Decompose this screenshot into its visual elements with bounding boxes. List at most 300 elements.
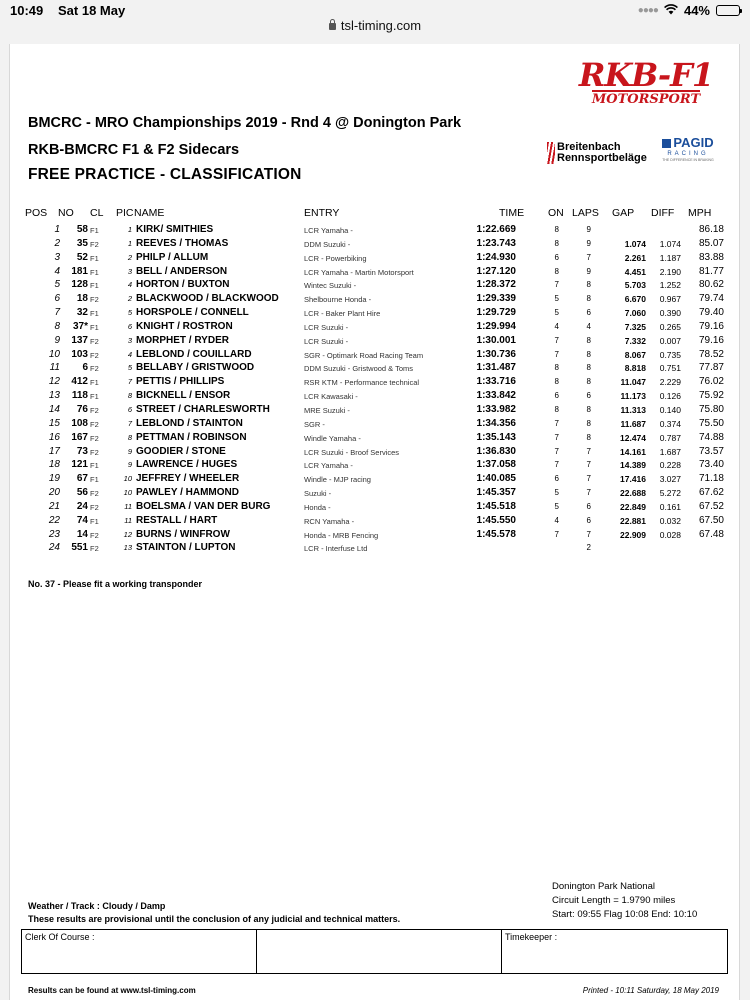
cell-entry: LCR - Powerbiking [304, 253, 367, 263]
cell-laps: 2 [586, 543, 591, 553]
cell-on: 6 [554, 252, 559, 262]
cell-on: 7 [554, 432, 559, 442]
cell-mph: 75.50 [698, 417, 724, 429]
cell-no: 412 [71, 376, 88, 388]
cell-time: 1:35.143 [476, 431, 516, 443]
table-row [10, 252, 741, 266]
lock-icon [329, 23, 336, 30]
cell-mph: 73.40 [698, 459, 724, 471]
logo-main: RKB-F1 [578, 56, 714, 94]
cell-no: 37* [72, 320, 88, 332]
pagid-tagline: THE DIFFERENCE IN BRAKING [662, 158, 714, 162]
session-times: Start: 09:55 Flag 10:08 End: 10:10 [552, 909, 698, 920]
cell-name: BOELSMA / VAN DER BURG [136, 500, 271, 512]
cell-entry: SGR - Optimark Road Racing Team [304, 350, 424, 360]
cell-laps: 6 [586, 501, 591, 511]
cell-diff: 3.027 [659, 474, 681, 485]
cell-diff: 0.140 [659, 404, 681, 415]
cell-laps: 7 [586, 460, 591, 470]
cell-diff: 0.265 [659, 321, 681, 332]
cell-no: 24 [76, 500, 88, 512]
table-row [10, 224, 741, 238]
address-bar[interactable] [0, 18, 750, 40]
cell-diff: 5.272 [659, 488, 681, 499]
cell-name: MORPHET / RYDER [136, 334, 229, 346]
cell-pos: 13 [48, 390, 60, 402]
cell-on: 7 [554, 529, 559, 539]
cell-cl: F2 [90, 489, 99, 499]
cell-time: 1:33.982 [476, 403, 516, 415]
col-cl: CL [90, 207, 104, 219]
cell-time: 1:30.001 [476, 334, 516, 346]
cell-gap: 1.074 [624, 238, 646, 249]
cell-on: 6 [554, 391, 559, 401]
cell-diff: 1.687 [659, 446, 681, 457]
cell-pos: 20 [48, 487, 60, 499]
cell-no: 121 [71, 459, 88, 471]
cell-name: BLACKWOOD / BLACKWOOD [136, 293, 279, 305]
table-row [10, 487, 741, 501]
cell-pos: 19 [48, 473, 60, 485]
cell-name: JEFFREY / WHEELER [136, 473, 240, 485]
cell-laps: 8 [586, 335, 591, 345]
col-pic: PIC [116, 207, 134, 219]
cell-mph: 76.02 [698, 376, 724, 388]
cell-pos: 7 [54, 307, 60, 319]
cell-pic: 1 [127, 238, 132, 248]
cell-diff: 1.252 [659, 280, 681, 291]
cell-pos: 14 [48, 403, 60, 415]
cell-on: 4 [554, 321, 559, 331]
cell-cl: F1 [90, 516, 99, 526]
status-indicators [638, 3, 740, 18]
table-row [10, 529, 741, 543]
results-table [10, 224, 741, 556]
cell-gap: 14.389 [620, 460, 646, 471]
cell-laps: 8 [586, 418, 591, 428]
cell-pos: 1 [54, 224, 60, 235]
cell-pos: 15 [48, 417, 60, 429]
cell-mph: 79.16 [698, 320, 724, 332]
cell-laps: 9 [586, 225, 591, 234]
cell-diff: 0.390 [659, 308, 681, 319]
cell-mph: 79.74 [698, 293, 724, 305]
cell-gap: 6.670 [624, 294, 646, 305]
battery-percent: 44% [683, 3, 710, 18]
cell-no: 35 [76, 237, 88, 249]
signal-dots-icon: ●●●● [637, 5, 658, 16]
cell-name: PHILP / ALLUM [136, 251, 209, 263]
cell-entry: MRE Suzuki - [304, 405, 350, 415]
cell-pic: 1 [127, 225, 132, 234]
cell-pos: 24 [48, 542, 60, 554]
cell-laps: 6 [586, 391, 591, 401]
col-entry: ENTRY [304, 207, 340, 219]
col-gap: GAP [612, 207, 635, 219]
cell-time: 1:45.518 [476, 500, 516, 512]
cell-cl: F2 [90, 502, 99, 512]
cell-name: LAWRENCE / HUGES [136, 459, 238, 471]
cell-cl: F2 [90, 447, 99, 457]
cell-pos: 6 [54, 293, 60, 305]
cell-cl: F2 [90, 544, 99, 554]
cell-name: RESTALL / HART [136, 514, 218, 526]
cell-gap: 7.332 [624, 335, 646, 346]
cell-pic: 9 [127, 446, 132, 456]
cell-cl: F2 [90, 405, 99, 415]
url-text: tsl-timing.com [340, 18, 422, 33]
cell-diff: 2.190 [659, 266, 681, 277]
cell-entry: LCR - Interfuse Ltd [304, 544, 368, 554]
cell-entry: DDM Suzuki - Gristwood & Toms [304, 364, 414, 374]
wifi-icon [664, 3, 678, 18]
table-header [10, 207, 741, 221]
cell-time: 1:24.930 [476, 251, 516, 263]
cell-gap: 14.161 [620, 446, 646, 457]
cell-laps: 4 [586, 321, 591, 331]
cell-mph: 67.48 [698, 528, 724, 540]
cell-on: 5 [554, 488, 559, 498]
cell-time: 1:29.729 [476, 307, 516, 319]
col-name: NAME [134, 207, 165, 219]
cell-no: 58 [76, 224, 88, 235]
cell-gap: 22.881 [620, 515, 646, 526]
timekeeper-box: Timekeeper : [501, 930, 727, 973]
cell-laps: 7 [586, 529, 591, 539]
cell-no: 32 [76, 307, 88, 319]
cell-laps: 6 [586, 308, 591, 318]
cell-name: PAWLEY / HAMMOND [136, 487, 239, 499]
cell-mph: 75.80 [698, 403, 724, 415]
cell-name: BURNS / WINFROW [136, 528, 230, 540]
cell-entry: RCN Yamaha - [304, 516, 355, 526]
blank-signature-box [256, 930, 501, 973]
cell-no: 128 [71, 279, 88, 291]
cell-mph: 83.88 [698, 251, 724, 263]
cell-gap: 2.261 [624, 252, 646, 263]
cell-pos: 18 [48, 459, 60, 471]
cell-pic: 7 [127, 418, 132, 428]
cell-mph: 85.07 [698, 237, 724, 249]
cell-cl: F2 [90, 295, 99, 305]
cell-gap: 22.849 [620, 501, 646, 512]
cell-cl: F2 [90, 239, 99, 249]
class-title: RKB-BMCRC F1 & F2 Sidecars [28, 142, 240, 158]
cell-laps: 8 [586, 294, 591, 304]
printed-timestamp: Printed - 10:11 Saturday, 18 May 2019 [582, 986, 719, 995]
cell-name: LEBLOND / STAINTON [136, 417, 243, 429]
cell-entry: LCR Suzuki - [304, 336, 349, 346]
circuit-name: Donington Park National [552, 881, 655, 892]
cell-time: 1:22.669 [476, 224, 516, 235]
cell-pic: 2 [127, 294, 132, 304]
cell-cl: F1 [90, 378, 99, 388]
results-document [9, 44, 740, 1000]
cell-entry: Suzuki - [304, 489, 332, 499]
table-row [10, 542, 741, 556]
sponsor-logos [547, 136, 717, 172]
date: Sat 18 May [58, 3, 126, 18]
table-row [10, 404, 741, 418]
cell-name: KIRK/ SMITHIES [136, 224, 214, 235]
cell-entry: SGR - [304, 419, 325, 429]
cell-entry: LCR Yamaha - Martin Motorsport [304, 267, 414, 277]
cell-diff: 0.735 [659, 349, 681, 360]
cell-pos: 10 [48, 348, 60, 360]
cell-entry: LCR Kawasaki - [304, 392, 358, 402]
table-row [10, 307, 741, 321]
cell-gap: 17.416 [620, 474, 646, 485]
cell-time: 1:33.716 [476, 376, 516, 388]
table-row [10, 279, 741, 293]
cell-gap: 5.703 [624, 280, 646, 291]
pagid-logo [659, 136, 717, 163]
cell-pic: 5 [127, 308, 132, 318]
cell-pic: 4 [127, 349, 132, 359]
cell-name: STAINTON / LUPTON [136, 542, 236, 554]
cell-cl: F1 [90, 461, 99, 471]
cell-no: 108 [71, 417, 88, 429]
cell-pos: 3 [54, 251, 60, 263]
cell-pos: 16 [48, 431, 60, 443]
circuit-info [552, 880, 697, 922]
cell-diff: 0.787 [659, 432, 681, 443]
cell-cl: F1 [90, 226, 99, 235]
cell-cl: F1 [90, 267, 99, 277]
cell-no: 56 [76, 487, 88, 499]
cell-entry: Windle Yamaha - [304, 433, 361, 443]
cell-no: 6 [82, 362, 88, 374]
cell-diff: 0.028 [659, 529, 681, 540]
breitenbach-line2: Rennsportbeläge [557, 152, 647, 164]
cell-diff: 1.074 [659, 238, 681, 249]
clock: 10:49 [10, 3, 44, 18]
cell-diff: 0.161 [659, 501, 681, 512]
cell-cl: F1 [90, 309, 99, 319]
table-row [10, 501, 741, 515]
cell-on: 7 [554, 349, 559, 359]
table-row [10, 349, 741, 363]
cell-name: BELL / ANDERSON [136, 265, 228, 277]
cell-name: KNIGHT / ROSTRON [136, 320, 233, 332]
cell-gap: 11.173 [620, 391, 646, 402]
cell-gap: 4.451 [624, 266, 646, 277]
cell-on: 5 [554, 308, 559, 318]
cell-pos: 5 [54, 279, 60, 291]
cell-mph: 77.87 [698, 362, 724, 374]
cell-no: 73 [76, 445, 88, 457]
cell-pos: 4 [54, 265, 60, 277]
cell-diff: 0.967 [659, 294, 681, 305]
cell-cl: F1 [90, 253, 99, 263]
cell-mph: 80.62 [698, 279, 724, 291]
cell-time: 1:28.372 [476, 279, 516, 291]
weather-conditions: Weather / Track : Cloudy / Damp [28, 901, 166, 911]
cell-on: 5 [554, 501, 559, 511]
rkb-f1-logo [571, 56, 721, 108]
cell-entry: Wintec Suzuki - [304, 281, 357, 291]
cell-pic: 8 [127, 432, 132, 442]
provisional-notice: These results are provisional until the conclusion of any judicial and technical matters. [28, 914, 401, 924]
cell-no: 137 [71, 334, 88, 346]
cell-pos: 17 [48, 445, 60, 457]
signoff-table [21, 929, 728, 974]
cell-time: 1:40.085 [476, 473, 516, 485]
session-title: FREE PRACTICE - CLASSIFICATION [28, 166, 302, 183]
cell-gap: 8.818 [624, 363, 646, 374]
transponder-note: No. 37 - Please fit a working transponder [28, 579, 203, 589]
cell-no: 74 [76, 514, 88, 526]
cell-on: 8 [554, 377, 559, 387]
battery-icon [716, 5, 740, 16]
breitenbach-stripes-icon [547, 142, 555, 164]
cell-time: 1:30.736 [476, 348, 516, 360]
cell-time: 1:29.339 [476, 293, 516, 305]
cell-time: 1:36.830 [476, 445, 516, 457]
col-laps: LAPS [572, 207, 599, 219]
cell-mph: 67.62 [698, 487, 724, 499]
breitenbach-line1: Breitenbach [557, 141, 621, 153]
cell-name: BICKNELL / ENSOR [136, 390, 231, 402]
cell-cl: F2 [90, 350, 99, 360]
table-row [10, 321, 741, 335]
cell-time: 1:45.357 [476, 487, 516, 499]
cell-pic: 8 [127, 391, 132, 401]
cell-diff: 0.228 [659, 460, 681, 471]
cell-entry: Honda - MRB Fencing [304, 530, 379, 540]
cell-no: 14 [76, 528, 88, 540]
cell-time: 1:34.356 [476, 417, 516, 429]
table-row [10, 473, 741, 487]
table-row [10, 390, 741, 404]
cell-pic: 5 [127, 363, 132, 373]
cell-mph: 78.52 [698, 348, 724, 360]
cell-entry: LCR Suzuki - Broof Services [304, 447, 400, 457]
cell-pic: 7 [127, 377, 132, 387]
table-row [10, 515, 741, 529]
cell-pic: 2 [127, 252, 132, 262]
cell-gap: 7.060 [624, 308, 646, 319]
cell-on: 8 [554, 363, 559, 373]
cell-time: 1:45.550 [476, 514, 516, 526]
cell-on: 5 [554, 294, 559, 304]
cell-cl: F1 [90, 322, 99, 332]
cell-cl: F1 [90, 392, 99, 402]
col-time: TIME [499, 207, 525, 219]
cell-laps: 7 [586, 474, 591, 484]
table-row [10, 376, 741, 390]
breitenbach-logo [547, 142, 647, 164]
circuit-length: Circuit Length = 1.9790 miles [552, 895, 676, 906]
cell-laps: 7 [586, 488, 591, 498]
cell-on: 7 [554, 418, 559, 428]
pagid-text: PAGID [673, 135, 714, 150]
table-row [10, 293, 741, 307]
cell-name: STREET / CHARLESWORTH [136, 403, 270, 415]
pagid-square-icon [662, 139, 671, 148]
cell-name: PETTIS / PHILLIPS [136, 376, 225, 388]
cell-on: 8 [554, 238, 559, 248]
cell-laps: 8 [586, 349, 591, 359]
cell-time: 1:27.120 [476, 265, 516, 277]
cell-laps: 9 [586, 266, 591, 276]
cell-no: 52 [76, 251, 88, 263]
cell-pic: 12 [123, 529, 132, 539]
cell-time: 1:37.058 [476, 459, 516, 471]
cell-cl: F2 [90, 419, 99, 429]
col-mph: MPH [688, 207, 712, 219]
cell-name: HORSPOLE / CONNELL [136, 307, 249, 319]
cell-entry: LCR Suzuki - [304, 322, 349, 332]
cell-pic: 13 [123, 543, 132, 553]
cell-pic: 3 [127, 266, 132, 276]
cell-gap: 11.313 [620, 404, 646, 415]
cell-on: 7 [554, 460, 559, 470]
cell-time: 1:33.842 [476, 390, 516, 402]
cell-gap: 12.474 [620, 432, 646, 443]
cell-pic: 10 [123, 488, 132, 498]
cell-entry: Shelbourne Honda - [304, 295, 372, 305]
cell-gap: 22.688 [620, 488, 646, 499]
cell-diff: 0.126 [659, 391, 681, 402]
cell-no: 167 [71, 431, 88, 443]
cell-no: 67 [76, 473, 88, 485]
cell-gap: 22.909 [620, 529, 646, 540]
cell-time: 1:31.487 [476, 362, 516, 374]
cell-gap: 11.687 [620, 418, 646, 429]
table-row [10, 418, 741, 432]
cell-entry: LCR Yamaha - [304, 226, 353, 235]
cell-gap: 7.325 [624, 321, 646, 332]
cell-laps: 6 [586, 515, 591, 525]
cell-cl: F2 [90, 364, 99, 374]
cell-pos: 9 [54, 334, 60, 346]
cell-name: LEBLOND / COUILLARD [136, 348, 252, 360]
cell-diff: 0.751 [659, 363, 681, 374]
results-url-note: Results can be found at www.tsl-timing.com [28, 986, 196, 995]
cell-no: 18 [76, 293, 88, 305]
pagid-racing: RACING [667, 151, 709, 157]
cell-mph: 79.40 [698, 307, 724, 319]
cell-on: 8 [554, 266, 559, 276]
cell-name: HORTON / BUXTON [136, 279, 230, 291]
cell-pic: 3 [127, 335, 132, 345]
cell-on: 6 [554, 474, 559, 484]
col-diff: DIFF [651, 207, 675, 219]
cell-entry: RSR KTM - Performance technical [304, 378, 420, 388]
cell-diff: 2.229 [659, 377, 681, 388]
cell-cl: F2 [90, 336, 99, 346]
table-row [10, 335, 741, 349]
table-row [10, 238, 741, 252]
cell-no: 118 [71, 390, 88, 402]
cell-laps: 8 [586, 404, 591, 414]
cell-pic: 9 [127, 460, 132, 470]
col-pos: POS [25, 207, 48, 219]
cell-entry: LCR - Baker Plant Hire [304, 309, 381, 319]
cell-cl: F1 [90, 475, 99, 485]
cell-pos: 2 [54, 237, 60, 249]
table-row [10, 446, 741, 460]
cell-pos: 12 [48, 376, 60, 388]
cell-cl: F2 [90, 433, 99, 443]
cell-pic: 6 [127, 404, 132, 414]
cell-laps: 9 [586, 238, 591, 248]
cell-mph: 67.50 [698, 514, 724, 526]
cell-laps: 7 [586, 446, 591, 456]
cell-no: 181 [71, 265, 88, 277]
cell-mph: 71.18 [698, 473, 724, 485]
